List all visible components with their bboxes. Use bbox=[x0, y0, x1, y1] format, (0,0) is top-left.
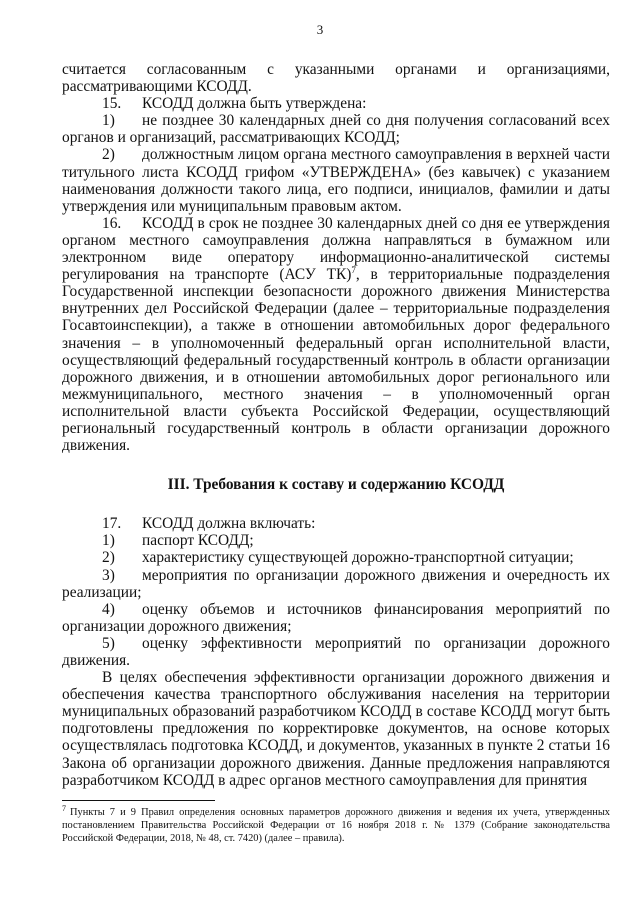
paragraph-text: КСОДД должна включать: bbox=[142, 515, 316, 533]
paragraph-text: оценку эффективности мероприятий по организации дорожного движения. bbox=[62, 634, 610, 669]
paragraph-16 bbox=[62, 215, 610, 454]
paragraph-proposals bbox=[62, 669, 610, 789]
paragraph-text: В целях обеспечения эффективности организации дорожного движения и обеспечения качества транспортного обслуживания населения на территории муниципальных образований разработчиком КСОДД в составе КСОДД могут быть подготовлены предложения по корректировке документов, на основе которых осуществлялась подготовка КСОДД, и документов, указанных в пункте 2 статьи 16 Закона об организации дорожного движения. Данные предложения направляются разработчиком КСОДД в адрес органов местного самоуправления для принятия bbox=[62, 669, 610, 789]
paragraph-number: 2) bbox=[102, 146, 115, 164]
paragraph-text: КСОДД в срок не позднее 30 календарных дней со дня ее утверждения органом местного самоуправления должна направляться в бумажном или электронном виде оператору информационно-аналитической системы регулирования на транспорте (АСУ ТК) bbox=[62, 214, 610, 284]
paragraph-number: 1) bbox=[102, 532, 115, 550]
paragraph-text: оценку объемов и источников финансирования мероприятий по организации дорожного движения; bbox=[62, 600, 610, 635]
paragraph-continuation bbox=[62, 61, 610, 95]
paragraph-text: не позднее 30 календарных дней со дня получения согласований всех органов и организаций, рассматривающих КСОДД; bbox=[62, 112, 610, 147]
paragraph-number: 16. bbox=[102, 214, 122, 232]
footnote-reference[interactable]: 7 bbox=[351, 265, 356, 275]
paragraph-text: КСОДД должна быть утверждена: bbox=[142, 95, 367, 113]
paragraph-text: , в территориальные подразделения Государственной инспекции безопасности дорожного движения Министерства внутренних дел Российской Федерации (далее – территориальные подразделения Госавтоинспекции), а также в отношении автомобильных дорог федерального значения – в уполномоченный федеральный орган исполнительной власти, осуществляющий федеральный государственный контроль в области организации дорожного движения, и в отношении автомобильных дорог регионального или межмуниципального, местного значения – в уполномоченный орган исполнительной власти субъекта Российской Федерации, осуществляющий региональный государственный контроль в области организации дорожного движения. bbox=[62, 266, 610, 455]
paragraph-15-item-1 bbox=[62, 112, 610, 146]
footnote-separator bbox=[62, 800, 215, 801]
footnote bbox=[62, 803, 610, 845]
footnote-text: Пункты 7 и 9 Правил определения основных параметров дорожного движения и ведения их учета, утвержденных постановлением Правительства Российской Федерации от 16 ноября 2018 г. № 1379 (Собрание законодательства Российской Федерации, 2018, № 48, ст. 7420) (далее – правила). bbox=[62, 807, 610, 844]
paragraph-17 bbox=[62, 515, 610, 532]
paragraph-text: паспорт КСОДД; bbox=[142, 532, 254, 550]
paragraph-text: характеристику существующей дорожно-транспортной ситуации; bbox=[142, 549, 574, 567]
paragraph-17-item-4 bbox=[62, 601, 610, 635]
footnote-mark: 7 bbox=[62, 803, 66, 813]
paragraph-17-item-3 bbox=[62, 567, 610, 601]
paragraph-15 bbox=[62, 95, 610, 112]
paragraph-number: 17. bbox=[102, 515, 122, 533]
paragraph-15-item-2 bbox=[62, 146, 610, 214]
paragraph-text: считается согласованным с указанными органами и организациями, рассматривающими КСОДД. bbox=[62, 61, 610, 96]
paragraph-17-item-1 bbox=[62, 532, 610, 549]
paragraph-text: мероприятия по организации дорожного движения и очередность их реализации; bbox=[62, 566, 610, 601]
page-number: 3 bbox=[316, 22, 324, 37]
paragraph-17-item-5 bbox=[62, 635, 610, 669]
paragraph-text: должностным лицом органа местного самоуправления в верхней части титульного листа КСОДД грифом «УТВЕРЖДЕНА» (без кавычек) с указанием наименования должности такого лица, его подписи, инициалов, фамилии и даты утверждения или муниципальным правовым актом. bbox=[62, 146, 610, 215]
paragraph-number: 4) bbox=[102, 600, 115, 618]
paragraph-number: 1) bbox=[102, 112, 115, 130]
paragraph-17-item-2 bbox=[62, 549, 610, 566]
paragraph-number: 2) bbox=[102, 549, 115, 567]
paragraph-number: 5) bbox=[102, 634, 115, 652]
paragraph-number: 15. bbox=[102, 95, 122, 113]
section-heading: III. Требования к составу и содержанию КСОДД bbox=[167, 476, 505, 494]
paragraph-number: 3) bbox=[102, 566, 115, 584]
document-body bbox=[62, 61, 610, 789]
